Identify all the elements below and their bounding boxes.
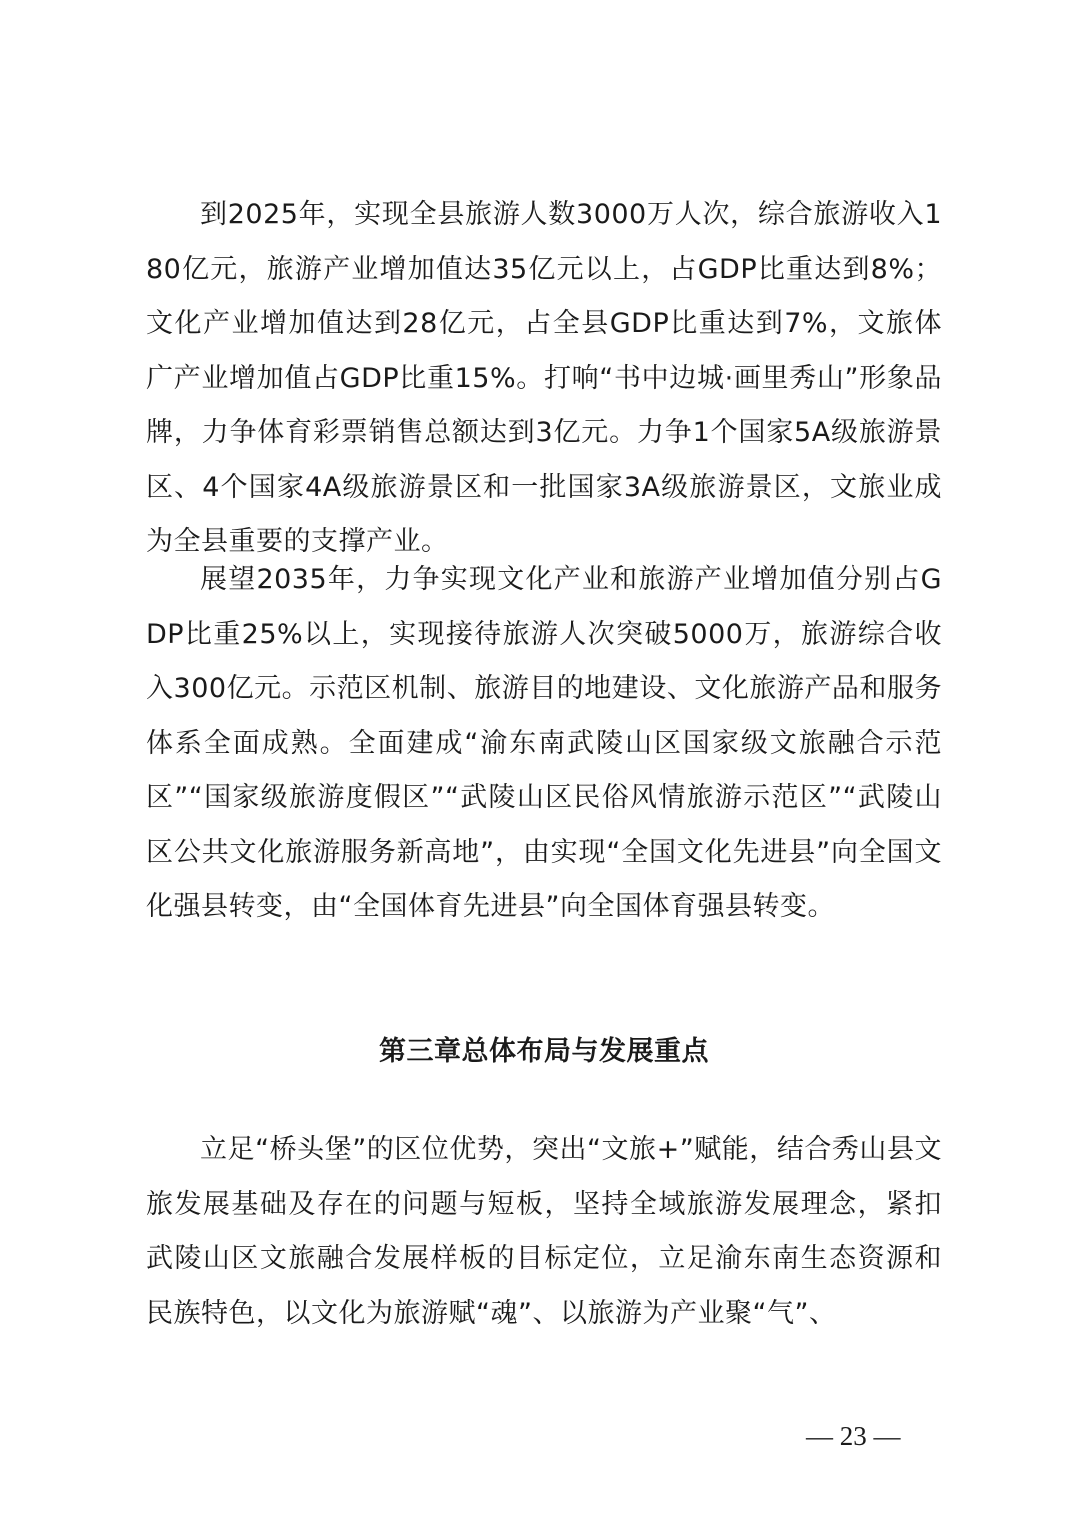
paragraph-chapter-intro: 立足“桥头堡”的区位优势，突出“文旅+”赋能，结合秀山县文旅发展基础及存在的问题与短板，坚持全域旅游发展理念，紧扣武陵山区文旅融合发展样板的目标定位，立足渝东南生态资源和民族特色，以文化为旅游赋“魂”、以旅游为产业聚“气”、 (146, 1134, 942, 1329)
paragraph-2035-outlook: 展望2035年，力争实现文化产业和旅游产业增加值分别占GDP比重25%以上，实现接待旅游人次突破5000万，旅游综合收入300亿元。示范区机制、旅游目的地建设、文化旅游产品和服务体系全面成熟。全面建成“渝东南武陵山区国家级文旅融合示范区”“国家级旅游度假区”“武陵山区民俗风情旅游示范区”“武陵山区公共文化旅游服务新高地”，由实现“全国文化先进县”向全国文化强县转变，由“全国体育先进县”向全国体育强县转变。 (146, 564, 942, 922)
paragraph-2025-goals: 到2025年，实现全县旅游人数3000万人次，综合旅游收入180亿元，旅游产业增加值达35亿元以上，占GDP比重达到8%；文化产业增加值达到28亿元，占全县GDP比重达到7%，文旅体广产业增加值占GDP比重15%。打响“书中边城·画里秀山”形象品牌，力争体育彩票销售总额达到3亿元。力争1个国家5A级旅游景区、4个国家4A级旅游景区和一批国家3A级旅游景区，文旅业成为全县重要的支撑产业。 (146, 199, 942, 557)
chapter-title: 第三章总体布局与发展重点 (379, 1036, 709, 1067)
page-number: — 23 — (806, 1421, 901, 1451)
